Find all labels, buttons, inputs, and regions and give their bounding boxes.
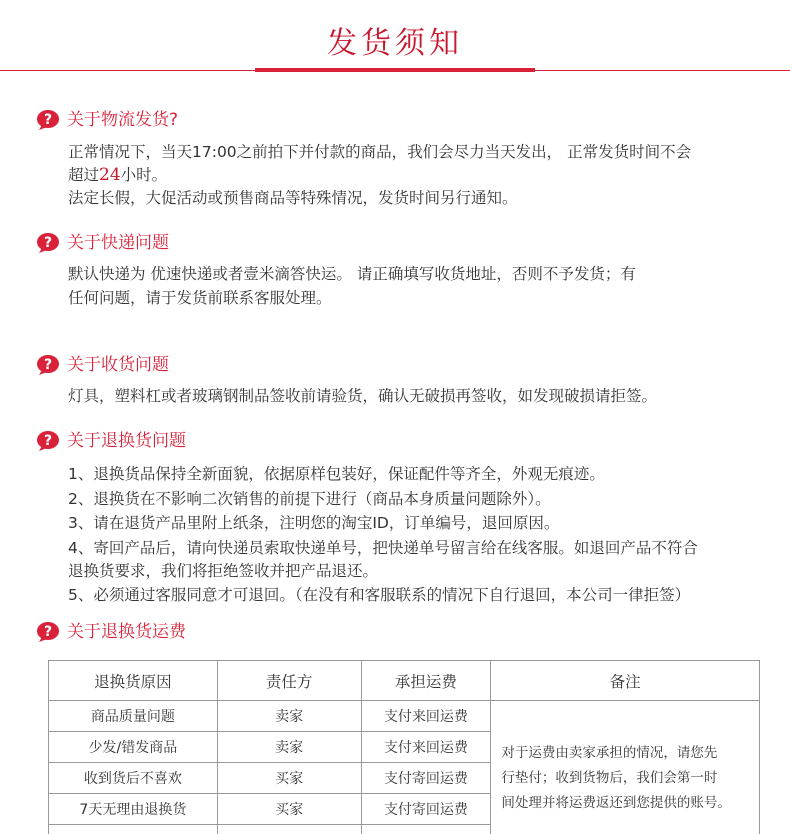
section-heading-label: 关于退换货运费: [67, 622, 186, 642]
section-heading-return-fees: [36, 619, 186, 645]
courier-line-2: 任何问题，请于发货前联系客服处理。: [68, 289, 332, 307]
table-header-cell: 责任方: [217, 661, 361, 701]
returns-line-4: 4、寄回产品后，请向快递员索取快递单号，把快递单号留言给在线客服。如退回产品不符合: [68, 539, 698, 557]
table-cell-empty: [361, 825, 491, 834]
section-heading-returns: [36, 428, 186, 454]
table-cell-empty: [217, 825, 361, 834]
receiving-line-1: 灯具，塑料杠或者玻璃钢制品签收前请验货，确认无破损再签收，如发现破损请拒签。: [68, 387, 658, 405]
table-cell-reason: 收到货后不喜欢: [49, 763, 218, 794]
section-heading-label: 关于快递问题: [67, 233, 169, 253]
logistics-line-1: 正常情况下，当天17:00之前拍下并付款的商品，我们会尽力当天发出， 正常发货时间不会: [68, 143, 692, 161]
title-underline: [255, 68, 535, 72]
logistics-line-2-suffix: 小时。: [120, 166, 168, 184]
table-header-cell: 退换货原因: [49, 661, 218, 701]
question-bubble-icon: [36, 621, 62, 643]
question-bubble-icon: [36, 354, 62, 376]
svg-text:?: ?: [43, 624, 53, 640]
table-cell-note: [491, 701, 760, 834]
table-cell-fee: 支付寄回运费: [361, 763, 491, 794]
note-line-1: 对于运费由卖家承担的情况，请您先: [501, 744, 718, 761]
section-heading-courier: [36, 230, 169, 256]
return-fee-table: [48, 660, 760, 834]
question-bubble-icon: [36, 109, 62, 131]
question-bubble-icon: [36, 232, 62, 254]
table-header-row: [49, 661, 760, 701]
logistics-hours: 24: [99, 165, 121, 185]
svg-text:?: ?: [43, 433, 53, 449]
table-cell-party: 卖家: [217, 732, 361, 763]
section-heading-receiving: [36, 352, 169, 378]
logistics-line-3: 法定长假，大促活动或预售商品等特殊情况，发货时间另行通知。: [68, 189, 518, 207]
section-heading-label: 关于退换货问题: [67, 431, 186, 451]
note-line-3: 间处理并将运费返还到您提供的账号。: [501, 794, 731, 811]
section-heading-label: 关于物流发货?: [67, 110, 179, 130]
table-header-cell: 备注: [491, 661, 760, 701]
returns-line-6: 5、必须通过客服同意才可退回。（在没有和客服联系的情况下自行退回，本公司一律拒签）: [68, 586, 691, 604]
table-cell-party: 买家: [217, 763, 361, 794]
note-line-2: 行垫付；收到货物后，我们会第一时: [501, 769, 718, 786]
table-cell-fee: 支付寄回运费: [361, 794, 491, 825]
logistics-line-2: [68, 163, 167, 187]
table-cell-party: 买家: [217, 794, 361, 825]
table-cell-reason: 商品质量问题: [49, 701, 218, 732]
svg-text:?: ?: [43, 357, 53, 373]
table-cell-party: 卖家: [217, 701, 361, 732]
section-heading-label: 关于收货问题: [67, 355, 169, 375]
returns-line-1: 1、退换货品保持全新面貌，依据原样包装好，保证配件等齐全，外观无痕迹。: [68, 465, 605, 483]
table-cell-fee: 支付来回运费: [361, 701, 491, 732]
table-row: [49, 701, 760, 732]
returns-line-2: 2、退换货在不影响二次销售的前提下进行（商品本身质量问题除外）。: [68, 490, 551, 508]
svg-text:?: ?: [43, 235, 53, 251]
table-cell-reason: 少发/错发商品: [49, 732, 218, 763]
table-header-cell: 承担运费: [361, 661, 491, 701]
svg-text:?: ?: [43, 112, 53, 128]
table-cell-empty: [49, 825, 218, 834]
returns-line-5: 退换货要求，我们将拒绝签收并把产品退还。: [68, 562, 379, 580]
logistics-line-2-prefix: 超过: [68, 166, 100, 184]
table-cell-fee: 支付来回运费: [361, 732, 491, 763]
section-heading-logistics: [36, 107, 178, 133]
table-cell-reason: 7天无理由退换货: [49, 794, 218, 825]
courier-line-1: 默认快递为 优速快递或者壹米滴答快运。 请正确填写收货地址，否则不予发货；有: [68, 265, 636, 283]
page-title: 发货须知: [327, 26, 463, 61]
returns-line-3: 3、请在退货产品里附上纸条，注明您的淘宝ID，订单编号，退回原因。: [68, 514, 560, 532]
question-bubble-icon: [36, 430, 62, 452]
page-header: [0, 0, 790, 90]
